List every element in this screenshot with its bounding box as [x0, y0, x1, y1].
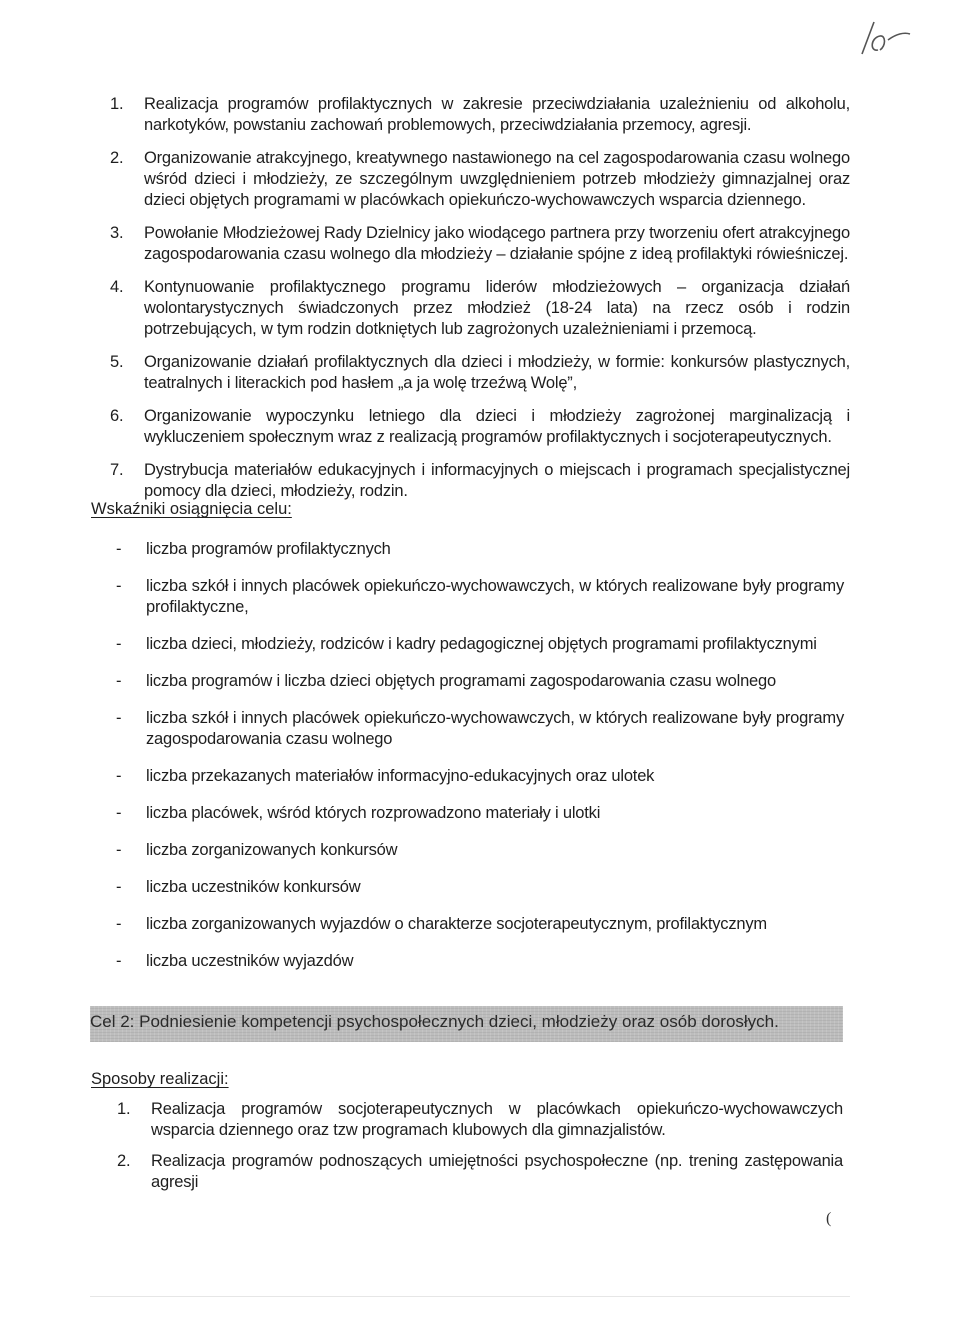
task-number: 1.	[110, 95, 124, 113]
task-item	[110, 148, 850, 211]
indicators-heading: Wskaźniki osiągnięcia celu:	[91, 500, 292, 518]
task-text: Kontynuowanie profilaktycznego programu liderów młodzieżowych – organizacja działań wolontarystycznych świadczonych przez młodzież (18-24 lata) na rzecz osób i rodzin potrzebujących, w tym rodzin dotkniętych lub zagrożonych uzależnieniami i przemocą.	[144, 278, 850, 338]
task-text: Organizowanie atrakcyjnego, kreatywnego nastawionego na cel zagospodarowania czasu wolnego wśród dzieci i młodzieży, ze szczególnym uwzględnieniem potrzeb młodzieży gimnazjalnej oraz dzieci objętych programami w placówkach opiekuńczo-wychowawczych wsparcia dziennego.	[144, 149, 850, 209]
methods-heading: Sposoby realizacji:	[91, 1070, 229, 1088]
indicator-item	[110, 951, 844, 972]
indicator-item	[110, 840, 844, 861]
dash-bullet: -	[116, 841, 122, 859]
task-item	[110, 352, 850, 394]
indicator-text: liczba placówek, wśród których rozprowadzono materiały i ulotki	[146, 804, 601, 822]
task-number: 3.	[110, 224, 124, 242]
task-item	[110, 406, 850, 448]
method-number: 2.	[117, 1152, 131, 1170]
indicator-text: liczba szkół i innych placówek opiekuńczo-wychowawczych, w których realizowane były programy zagospodarowania czasu wolnego	[146, 709, 844, 748]
indicator-item	[110, 914, 844, 935]
dash-bullet: -	[116, 709, 122, 727]
dash-bullet: -	[116, 952, 122, 970]
indicator-item	[110, 539, 844, 560]
indicator-text: liczba zorganizowanych wyjazdów o charakterze socjoterapeutycznym, profilaktycznym	[146, 915, 767, 933]
indicator-text: liczba uczestników wyjazdów	[146, 952, 354, 970]
indicator-text: liczba uczestników konkursów	[146, 878, 361, 896]
dash-bullet: -	[116, 915, 122, 933]
indicator-text: liczba programów profilaktycznych	[146, 540, 391, 558]
indicator-item	[110, 708, 844, 750]
method-item	[117, 1151, 843, 1193]
dash-bullet: -	[116, 635, 122, 653]
indicator-text: liczba zorganizowanych konkursów	[146, 841, 398, 859]
task-number: 7.	[110, 461, 124, 479]
indicator-item	[110, 766, 844, 787]
indicator-item	[110, 576, 844, 618]
dash-bullet: -	[116, 672, 122, 690]
dash-bullet: -	[116, 878, 122, 896]
page-mark: (	[826, 1210, 832, 1227]
method-item	[117, 1099, 843, 1141]
method-text: Realizacja programów podnoszących umiejętności psychospołeczne (np. trening zastępowania agresji	[151, 1152, 843, 1191]
indicator-item	[110, 803, 844, 824]
task-number: 6.	[110, 407, 124, 425]
task-item	[110, 460, 850, 502]
dash-bullet: -	[116, 577, 122, 595]
task-number: 5.	[110, 353, 124, 371]
task-item	[110, 223, 850, 265]
indicator-text: liczba dzieci, młodzieży, rodziców i kadry pedagogicznej objętych programami profilaktycznymi	[146, 635, 817, 653]
method-number: 1.	[117, 1100, 131, 1118]
task-text: Organizowanie działań profilaktycznych dla dzieci i młodzieży, w formie: konkursów plastycznych, teatralnych i literackich pod hasłem „a ja wolę trzeźwą Wolę”,	[144, 353, 850, 392]
goal-2-heading-bar	[90, 1006, 843, 1042]
task-text: Dystrybucja materiałów edukacyjnych i informacyjnych o miejscach i programach specjalistycznej pomocy dla dzieci, młodzieży, rodzin.	[144, 461, 850, 500]
tasks-list	[110, 94, 850, 514]
indicator-text: liczba przekazanych materiałów informacyjno-edukacyjnych oraz ulotek	[146, 767, 655, 785]
indicator-item	[110, 877, 844, 898]
handwritten-page-number	[840, 10, 920, 70]
indicator-text: liczba szkół i innych placówek opiekuńczo-wychowawczych, w których realizowane były programy profilaktyczne,	[146, 577, 844, 616]
task-number: 4.	[110, 278, 124, 296]
goal-2-heading: Cel 2: Podniesienie kompetencji psychospołecznych dzieci, młodzieży oraz osób dorosłych.	[90, 1012, 779, 1031]
dash-bullet: -	[116, 804, 122, 822]
indicator-item	[110, 671, 844, 692]
task-item	[110, 94, 850, 136]
dash-bullet: -	[116, 540, 122, 558]
task-text: Powołanie Młodzieżowej Rady Dzielnicy jako wiodącego partnera przy tworzeniu ofert atrakcyjnego zagospodarowania czasu wolnego dla młodzieży – działanie spójne z ideą profilaktyki rówieśniczej.	[144, 224, 850, 263]
task-text: Organizowanie wypoczynku letniego dla dzieci i młodzieży zagrożonej marginalizacją i wykluczeniem społecznym wraz z realizacją programów profilaktycznych i socjoterapeutycznych.	[144, 407, 850, 446]
method-text: Realizacja programów socjoterapeutycznych w placówkach opiekuńczo-wychowawczych wsparcia dziennego oraz tzw programach klubowych dla gimnazjalistów.	[151, 1100, 843, 1139]
dash-bullet: -	[116, 767, 122, 785]
task-item	[110, 277, 850, 340]
task-number: 2.	[110, 149, 124, 167]
task-text: Realizacja programów profilaktycznych w zakresie przeciwdziałania uzależnieniu od alkoholu, narkotyków, powstaniu zachowań problemowych, przeciwdziałania przemocy, agresji.	[144, 95, 850, 134]
indicators-list	[110, 539, 844, 972]
methods-list	[117, 1099, 843, 1205]
indicator-item	[110, 634, 844, 655]
bottom-divider	[90, 1296, 850, 1297]
indicator-text: liczba programów i liczba dzieci objętych programami zagospodarowania czasu wolnego	[146, 672, 776, 690]
